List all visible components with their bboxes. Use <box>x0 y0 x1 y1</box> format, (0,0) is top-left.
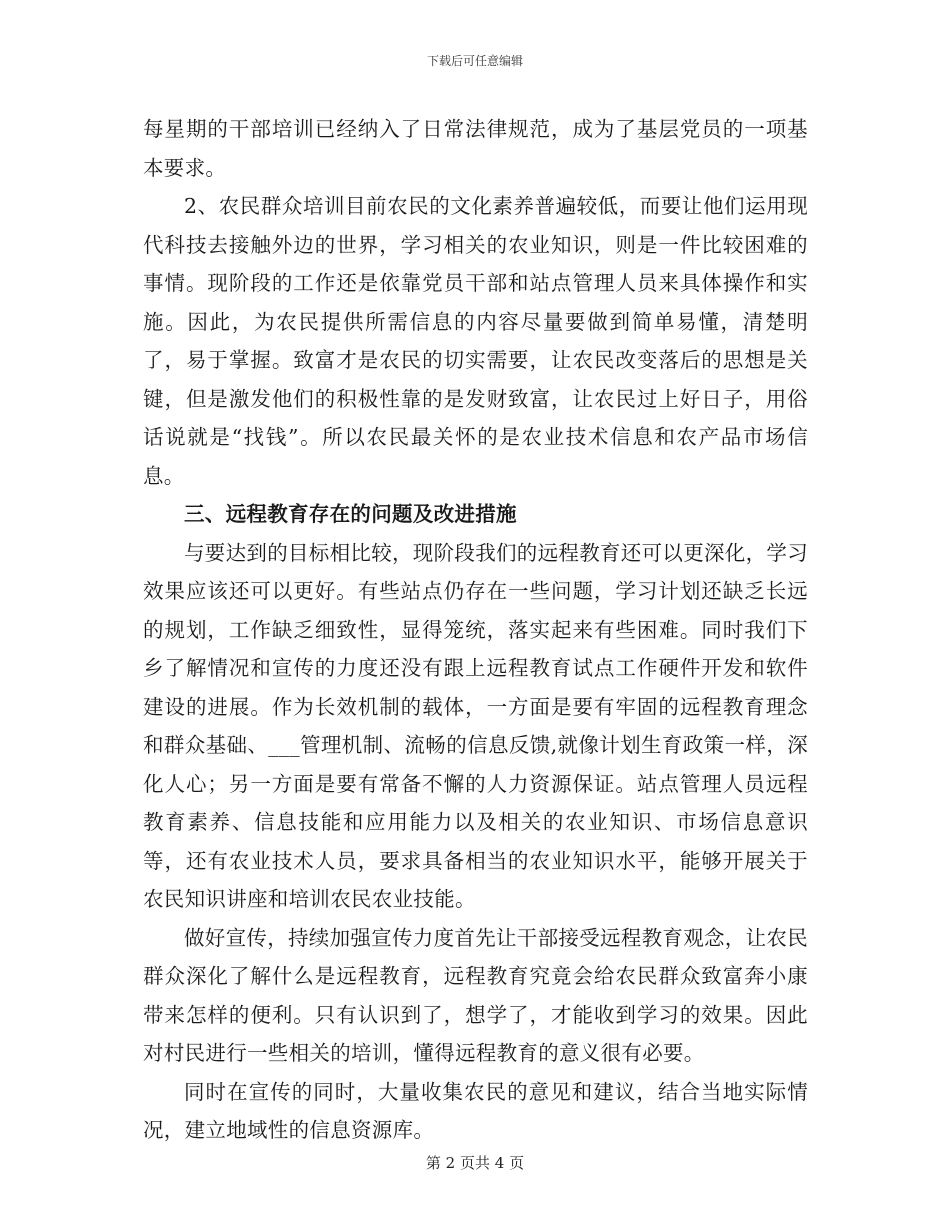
section-heading: 三、远程教育存在的问题及改进措施 <box>184 502 517 526</box>
paragraph-publicity: 做好宣传，持续加强宣传力度首先让干部接受远程教育观念，让农民群众深化了解什么是远程教育，远程教育究竟会给农民群众致富奔小康带来怎样的便利。只有认识到了，想学了，才能收到学习的效果。因此对村民进行一些相关的培训，懂得远程教育的意义很有必要。 <box>143 925 808 1065</box>
paragraph-resource-library: 同时在宣传的同时，大量收集农民的意见和建议，结合当地实际情况，建立地域性的信息资源库。 <box>143 1079 808 1142</box>
page-header: 下载后可任意编辑 <box>426 54 523 68</box>
paragraph-farmer-training: 2、农民群众培训目前农民的文化素养普遍较低，而要让他们运用现代科技去接触外边的世界，学习相关的农业知识，则是一件比较困难的事情。现阶段的工作还是依靠党员干部和站点管理人员来具体操作和实施。因此，为农民提供所需信息的内容尽量要做到简单易懂，清楚明了，易于掌握。致富才是农民的切实需要，让农民改变落后的思想是关键，但是激发他们的积极性靠的是发财致富，让农民过上好日子，用俗话说就是“找钱”。所以农民最关怀的是农业技术信息和农产品市场信息。 <box>143 194 808 488</box>
paragraph-continued: 每星期的干部培训已经纳入了日常法律规范，成为了基层党员的一项基本要求。 <box>143 117 808 180</box>
document-body <box>143 110 808 1150</box>
paragraph-problems: 与要达到的目标相比较，现阶段我们的远程教育还可以更深化，学习效果应该还可以更好。有些站点仍存在一些问题，学习计划还缺乏长远的规划，工作缺乏细致性，显得笼统，落实起来有些困难。同时我们下乡了解情况和宣传的力度还没有跟上远程教育试点工作硬件开发和软件建设的进展。作为长效机制的载体，一方面是要有牢固的远程教育理念和群众基础、___管理机制、流畅的信息反馈,就像计划生育政策一样，深化人心；另一方面是要有常备不懈的人力资源保证。站点管理人员远程教育素养、信息技能和应用能力以及相关的农业知识、市场信息意识等，还有农业技术人员，要求具备相当的农业知识水平，能够开展关于农民知识讲座和培训农民农业技能。 <box>143 540 808 911</box>
page-number: 第 2 页共 4 页 <box>425 1154 525 1172</box>
